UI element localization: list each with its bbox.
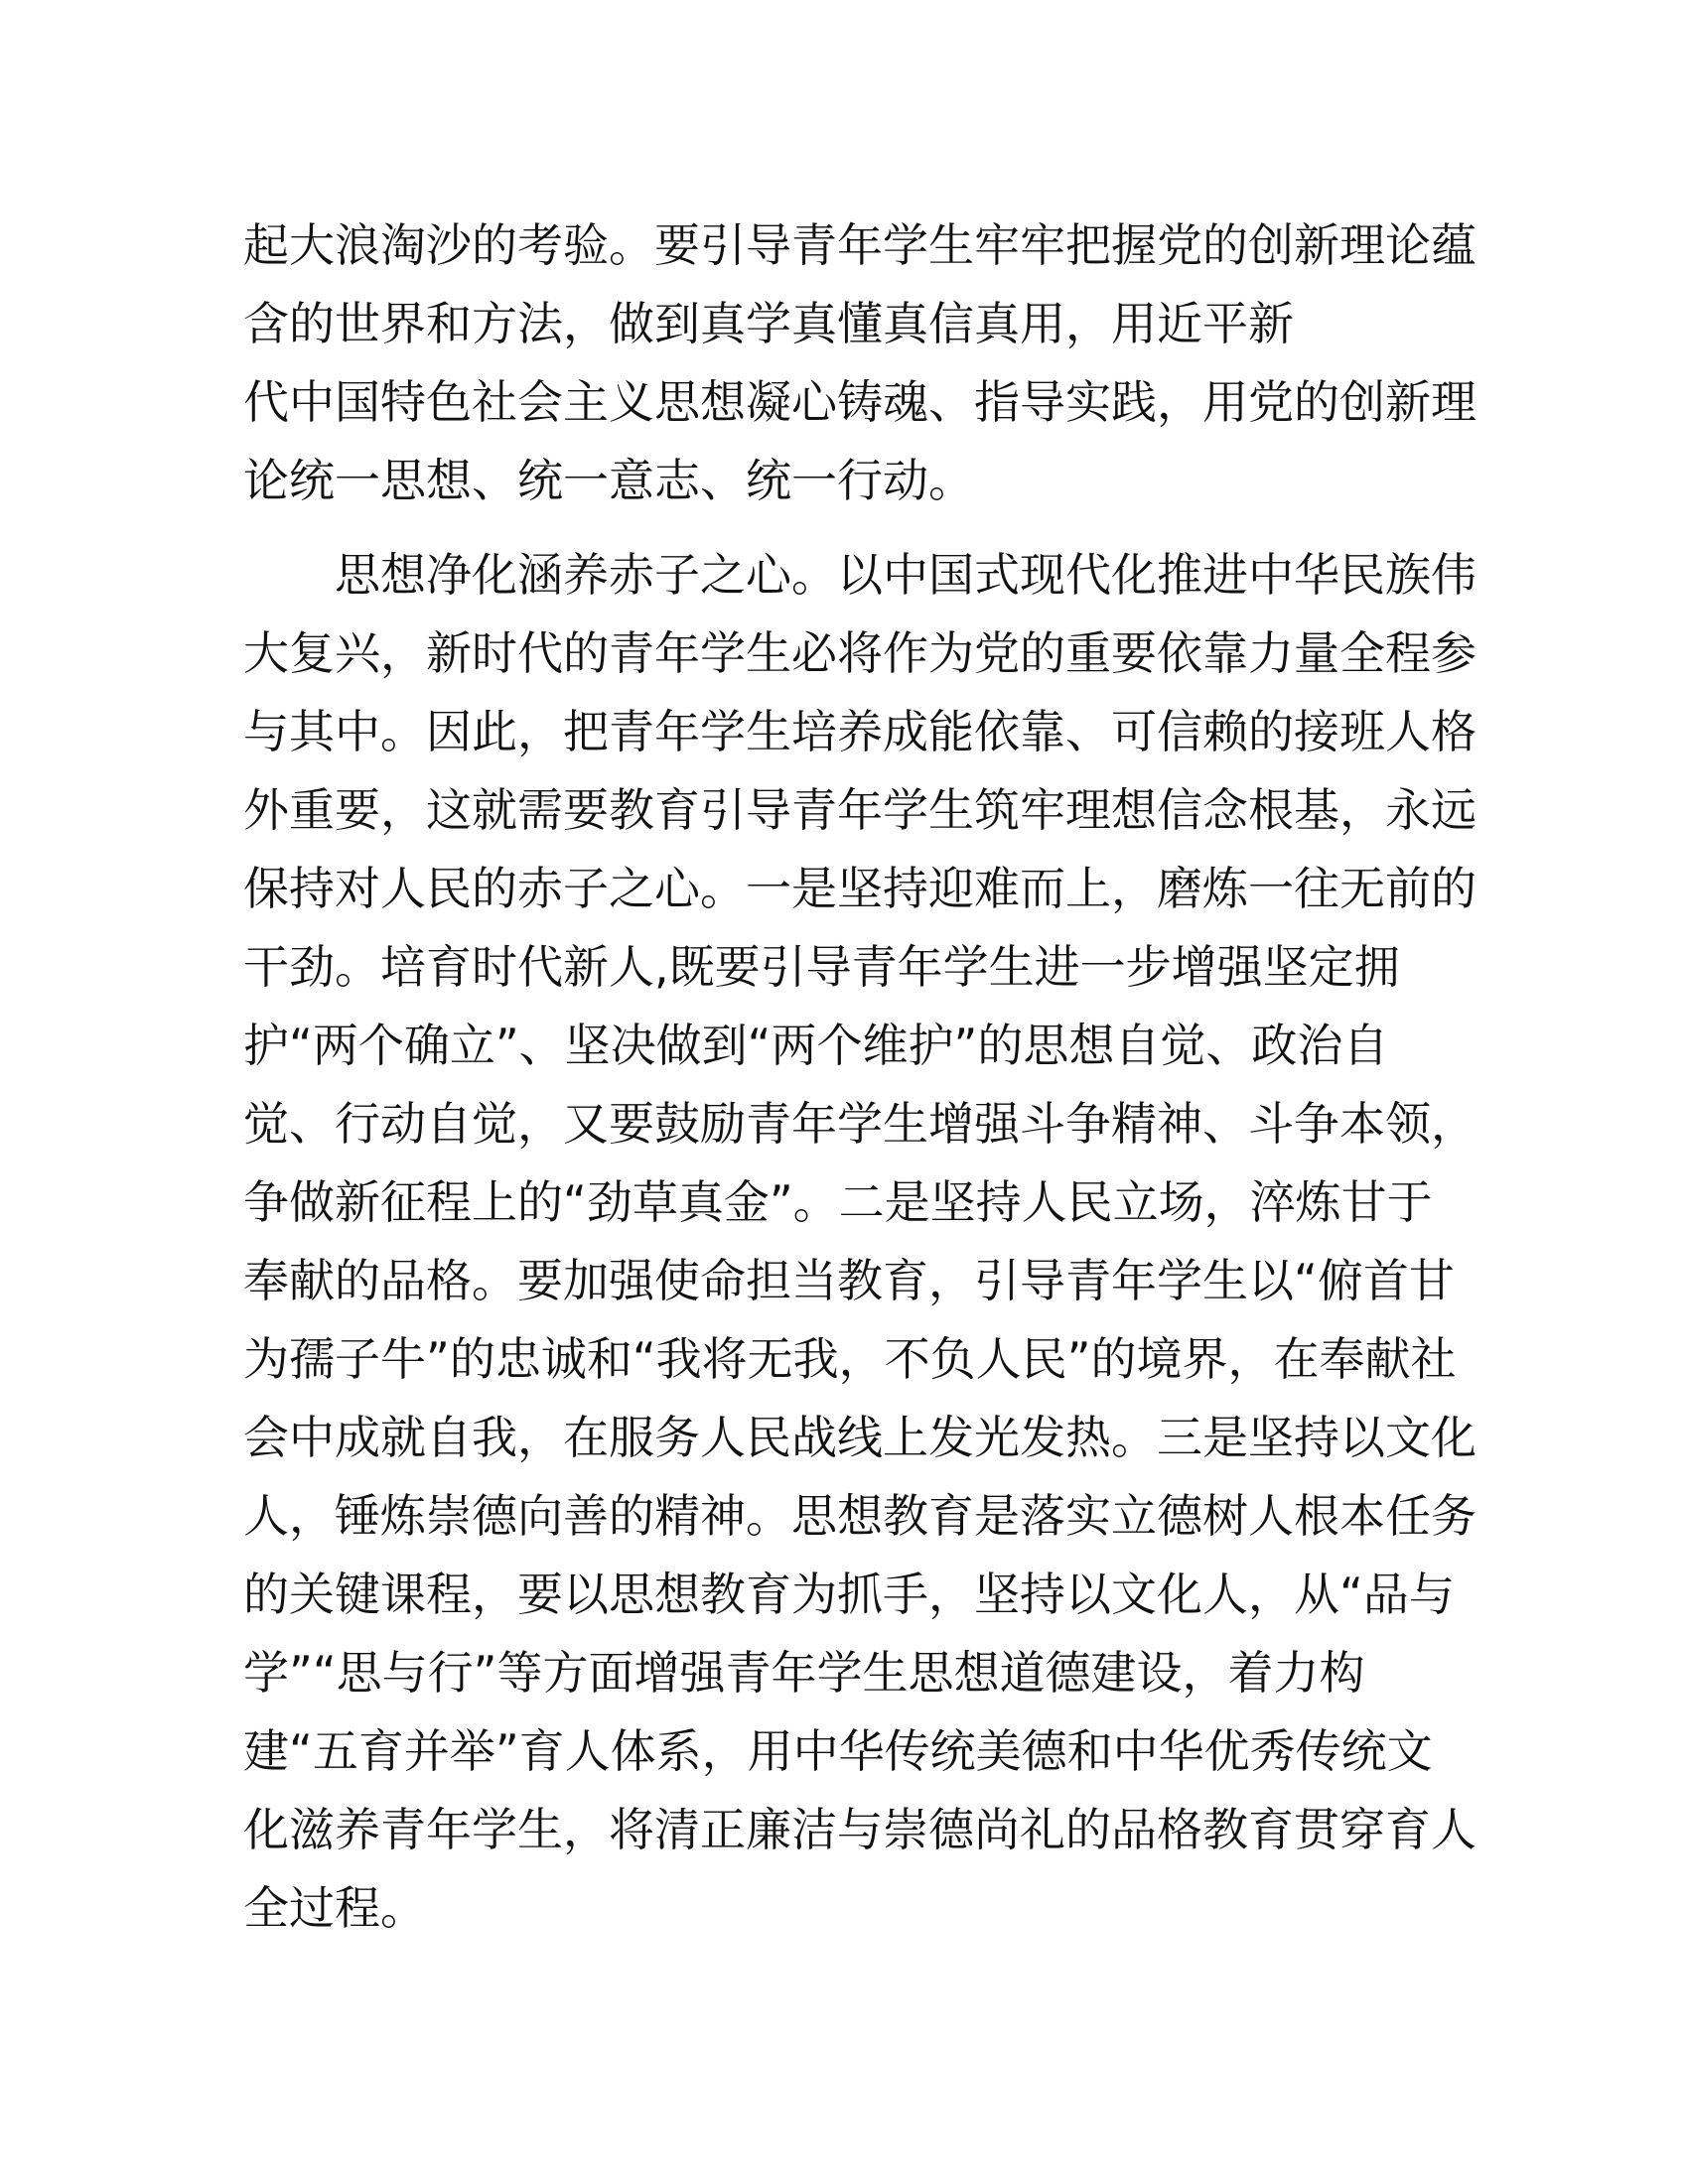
text-line: 的关键课程，要以思想教育为抓手，坚持以文化人，从“品与 bbox=[243, 1568, 1455, 1621]
text-line: 干劲。培育时代新人,既要引导青年学生进一步增强坚定拥 bbox=[243, 940, 1400, 994]
text-line: 学”“思与行”等方面增强青年学生思想道德建设，着力构 bbox=[243, 1646, 1365, 1700]
text-line: 会中成就自我，在服务人民战线上发光发热。三是坚持以文化 bbox=[243, 1411, 1477, 1464]
text-line: 化滋养青年学生，将清正廉洁与崇德尚礼的品格教育贯穿育人 bbox=[243, 1803, 1477, 1856]
text-line: 论统一思想、统一意志、统一行动。 bbox=[243, 454, 974, 507]
text-line: 建“五育并举”育人体系，用中华传统美德和中华优秀传统文 bbox=[243, 1724, 1433, 1778]
text-line: 保持对人民的赤子之心。一是坚持迎难而上，磨炼一往无前的 bbox=[243, 862, 1477, 915]
text-line: 含的世界和方法，做到真学真懂真信真用，用近平新 bbox=[243, 297, 1294, 350]
text-line: 奉献的品格。要加强使命担当教育，引导青年学生以“俯首甘 bbox=[243, 1254, 1455, 1307]
text-line: 思想净化涵养赤子之心。以中国式现代化推进中华民族伟 bbox=[335, 548, 1477, 602]
paragraph bbox=[243, 536, 1477, 1948]
text-line: 人，锤炼崇德向善的精神。思想教育是落实立德树人根本任务 bbox=[243, 1489, 1477, 1543]
document-body bbox=[243, 206, 1477, 1948]
text-line: 代中国特色社会主义思想凝心铸魂、指导实践，用党的创新理 bbox=[243, 375, 1477, 429]
text-line: 与其中。因此，把青年学生培养成能依靠、可信赖的接班人格 bbox=[243, 705, 1477, 758]
text-line: 大复兴，新时代的青年学生必将作为党的重要依靠力量全程参 bbox=[243, 626, 1477, 680]
text-line: 起大浪淘沙的考验。要引导青年学生牢牢把握党的创新理论蕴 bbox=[243, 218, 1477, 272]
text-line: 觉、行动自觉，又要鼓励青年学生增强斗争精神、斗争本领， bbox=[243, 1097, 1477, 1151]
paragraph-spacer bbox=[243, 520, 1435, 536]
text-line: 外重要，这就需要教育引导青年学生筑牢理想信念根基，永远 bbox=[243, 783, 1477, 837]
paragraph bbox=[243, 206, 1477, 520]
text-line: 争做新征程上的“劲草真金”。二是坚持人民立场，淬炼甘于 bbox=[243, 1175, 1433, 1229]
text-line: 为孺子牛”的忠诚和“我将无我，不负人民”的境界，在奉献社 bbox=[243, 1332, 1457, 1386]
text-line: 护“两个确立”、坚决做到“两个维护”的思想自觉、政治自 bbox=[243, 1019, 1389, 1072]
text-line: 全过程。 bbox=[243, 1881, 426, 1935]
